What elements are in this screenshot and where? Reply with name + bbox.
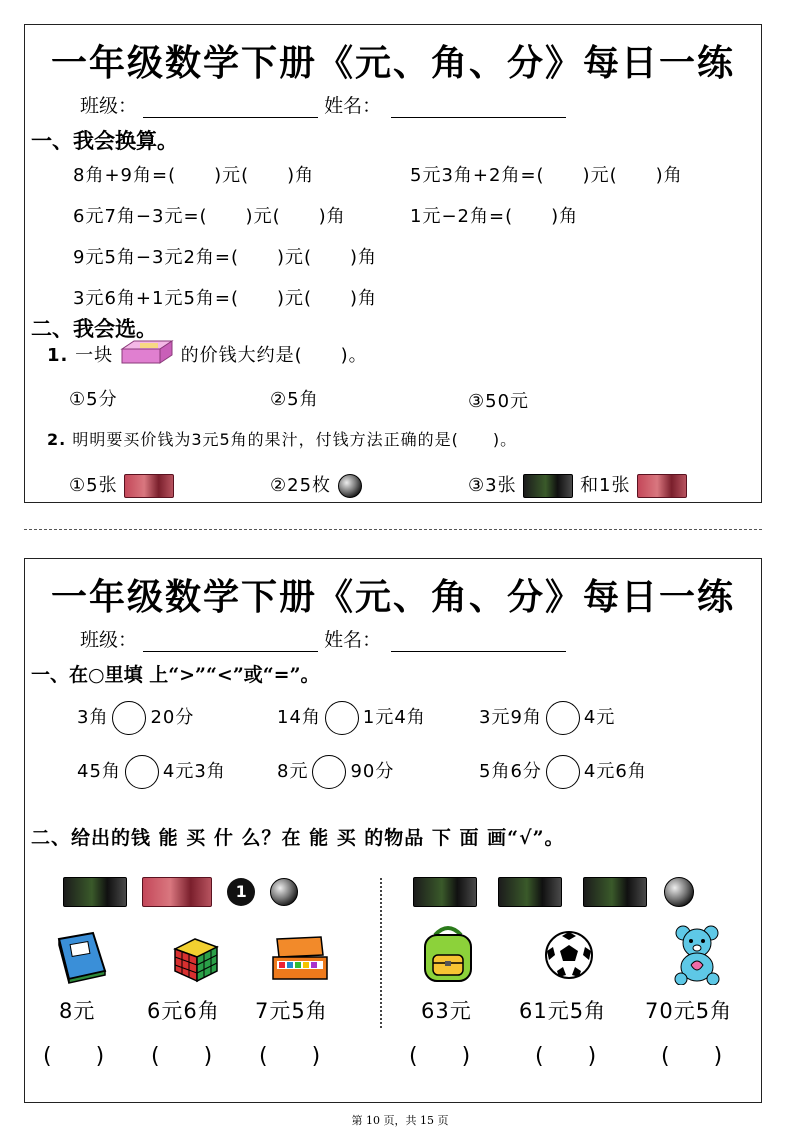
option-label: ①5张 bbox=[69, 475, 118, 496]
divider bbox=[380, 878, 382, 1028]
compare-right: 1元4角 bbox=[362, 707, 426, 728]
option[interactable]: ③50元 bbox=[468, 391, 530, 412]
compare-right: 4元6角 bbox=[583, 761, 647, 782]
compare-left: 3角 bbox=[77, 707, 109, 728]
page-title: 一年级数学下册《元、角、分》每日一练 bbox=[50, 576, 735, 618]
name-field[interactable] bbox=[391, 117, 566, 118]
option[interactable]: ①5分 bbox=[69, 389, 118, 410]
compare-left: 14角 bbox=[277, 707, 321, 728]
compare-item bbox=[479, 755, 647, 789]
worksheet-2 bbox=[24, 558, 762, 1103]
question-number: 2. bbox=[47, 430, 67, 449]
page-footer: 第 10 页，共 15 页 bbox=[351, 1114, 449, 1127]
coin-icon bbox=[664, 877, 694, 907]
answer-blank[interactable]: ( ) bbox=[151, 1044, 213, 1069]
banknote-icon bbox=[124, 474, 174, 498]
compare-right: 20分 bbox=[150, 707, 195, 728]
problem: 9元5角−3元2角=( )元( )角 bbox=[73, 247, 378, 268]
name-label: 姓名： bbox=[324, 629, 382, 651]
soccer-ball-icon bbox=[543, 929, 595, 985]
section-title: 一、在○里填 上“>”“<”或“=”。 bbox=[31, 664, 320, 686]
compare-right: 4元3角 bbox=[162, 761, 226, 782]
coin-icon: 1 bbox=[227, 878, 255, 906]
compare-right: 90分 bbox=[350, 761, 395, 782]
price-label: 61元5角 bbox=[519, 999, 607, 1023]
banknote-icon bbox=[498, 877, 562, 907]
price-label: 70元5角 bbox=[645, 999, 733, 1023]
compare-left: 5角6分 bbox=[479, 761, 542, 782]
option[interactable] bbox=[468, 471, 687, 498]
question-2 bbox=[47, 427, 517, 450]
problem: 6元7角−3元=( )元( )角 bbox=[73, 206, 346, 227]
banknote-icon bbox=[523, 474, 573, 498]
name-field[interactable] bbox=[391, 651, 566, 652]
question-number: 1. bbox=[47, 345, 69, 366]
banknote-icon bbox=[583, 877, 647, 907]
section-title: 一、我会换算。 bbox=[31, 128, 178, 153]
rubiks-cube-icon bbox=[171, 935, 221, 987]
book-icon bbox=[53, 931, 109, 989]
name-row bbox=[80, 625, 566, 652]
option[interactable] bbox=[270, 471, 362, 498]
problem: 8角+9角=( )元( )角 bbox=[73, 165, 315, 186]
problem: 5元3角+2角=( )元( )角 bbox=[410, 165, 683, 186]
option-label: ②25枚 bbox=[270, 475, 332, 496]
answer-blank[interactable]: ( ) bbox=[661, 1044, 723, 1069]
coin-icon bbox=[338, 474, 362, 498]
compare-item bbox=[277, 701, 426, 735]
banknote-icon bbox=[63, 877, 127, 907]
answer-circle[interactable] bbox=[112, 701, 146, 735]
answer-circle[interactable] bbox=[312, 755, 346, 789]
answer-blank[interactable]: ( ) bbox=[409, 1044, 471, 1069]
compare-item bbox=[479, 701, 615, 735]
money-group-right bbox=[413, 877, 694, 907]
problem: 3元6角+1元5角=( )元( )角 bbox=[73, 288, 378, 309]
crayon-box-icon bbox=[269, 931, 329, 989]
class-label: 班级： bbox=[80, 95, 138, 117]
price-label: 63元 bbox=[421, 999, 472, 1023]
class-field[interactable] bbox=[143, 117, 318, 118]
banknote-icon bbox=[637, 474, 687, 498]
page-title: 一年级数学下册《元、角、分》每日一练 bbox=[50, 42, 735, 84]
class-label: 班级： bbox=[80, 629, 138, 651]
option-label: 和1张 bbox=[580, 475, 631, 496]
compare-item bbox=[77, 701, 194, 735]
backpack-icon bbox=[417, 921, 479, 989]
worksheet-1 bbox=[24, 24, 762, 503]
option-label: ③3张 bbox=[468, 475, 517, 496]
problem: 1元−2角=( )角 bbox=[410, 206, 579, 227]
class-field[interactable] bbox=[143, 651, 318, 652]
price-label: 8元 bbox=[59, 999, 96, 1023]
section-title: 二、我会选。 bbox=[31, 316, 157, 341]
question-text: 一块 bbox=[75, 345, 114, 366]
eraser-icon bbox=[120, 339, 174, 373]
price-label: 7元5角 bbox=[255, 999, 328, 1023]
answer-blank[interactable]: ( ) bbox=[43, 1044, 105, 1069]
question-1 bbox=[47, 339, 368, 373]
coin-icon bbox=[270, 878, 298, 906]
answer-blank[interactable]: ( ) bbox=[535, 1044, 597, 1069]
answer-circle[interactable] bbox=[546, 701, 580, 735]
money-group-left bbox=[63, 877, 298, 907]
answer-circle[interactable] bbox=[325, 701, 359, 735]
teddy-bear-icon bbox=[669, 923, 725, 989]
answer-circle[interactable] bbox=[546, 755, 580, 789]
answer-blank[interactable]: ( ) bbox=[259, 1044, 321, 1069]
cut-line bbox=[24, 529, 762, 530]
compare-left: 3元9角 bbox=[479, 707, 542, 728]
price-label: 6元6角 bbox=[147, 999, 220, 1023]
option[interactable] bbox=[69, 471, 174, 498]
banknote-icon bbox=[142, 877, 212, 907]
section-title: 二、给出的钱 能 买 什 么？在 能 买 的物品 下 面 画“√”。 bbox=[31, 827, 565, 849]
compare-left: 8元 bbox=[277, 761, 309, 782]
option[interactable]: ②5角 bbox=[270, 389, 319, 410]
compare-item bbox=[77, 755, 226, 789]
banknote-icon bbox=[413, 877, 477, 907]
question-text: 的价钱大约是( )。 bbox=[180, 345, 368, 366]
name-row bbox=[80, 91, 566, 118]
compare-right: 4元 bbox=[583, 707, 616, 728]
question-text: 明明要买价钱为3元5角的果汁，付钱方法正确的是( )。 bbox=[72, 430, 518, 449]
answer-circle[interactable] bbox=[125, 755, 159, 789]
compare-left: 45角 bbox=[77, 761, 121, 782]
name-label: 姓名： bbox=[324, 95, 382, 117]
compare-item bbox=[277, 755, 394, 789]
